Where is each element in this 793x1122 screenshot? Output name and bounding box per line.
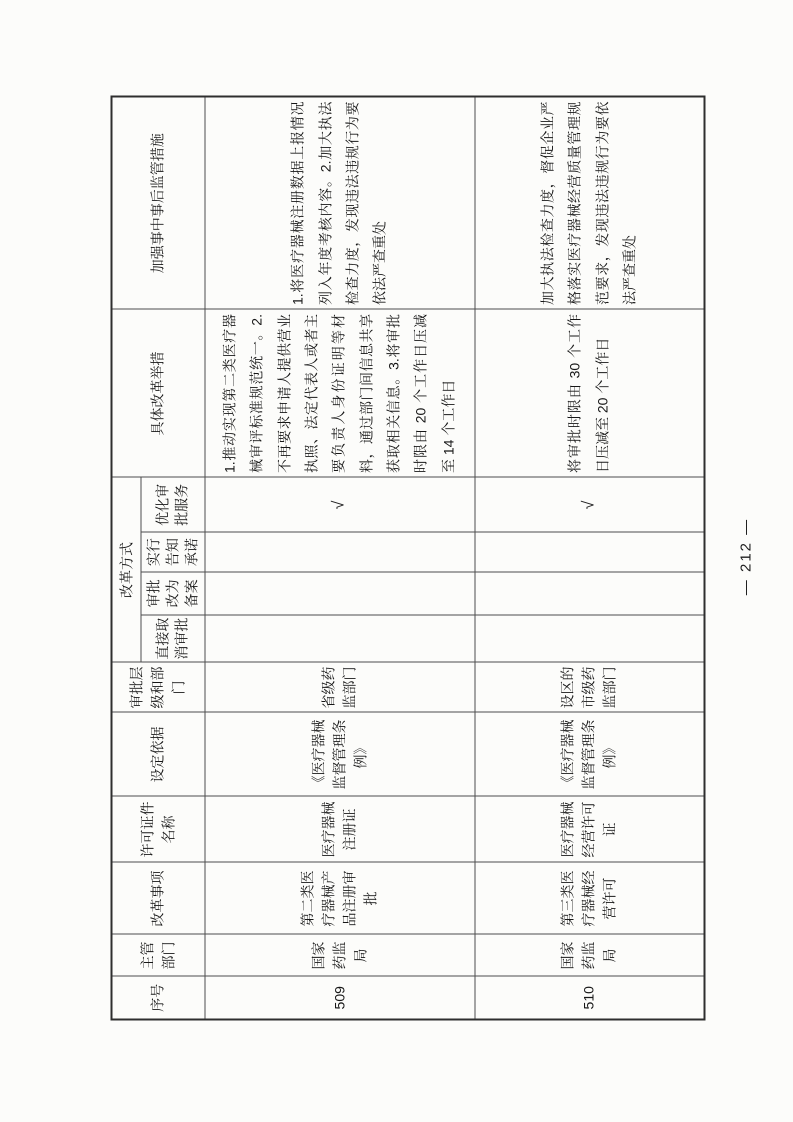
cell-dept: 国家药监局 — [474, 934, 704, 976]
header-reform-mode-group — [111, 477, 204, 662]
cell-mode-cancel — [204, 615, 474, 662]
cell-mode-optimize-checkmark: √ — [474, 477, 704, 532]
header-item: 改革事项 — [111, 862, 204, 934]
cell-measures: 1.推动实现第二类医疗器械审评标准规范统一。2.不再要求申请人提供营业执照、法定代表人或者主要负责人身份证明等材料，通过部门间信息共享获取相关信息。3.将审批时限由 20 个工作日压减至 14 个工作日 — [204, 309, 474, 477]
header-mode-promise: 实行告知承诺 — [141, 532, 204, 572]
table-header-row — [111, 96, 204, 1019]
cell-mode-optimize-checkmark: √ — [204, 477, 474, 532]
header-basis: 设定依据 — [111, 712, 204, 796]
cell-mode-record — [474, 572, 704, 615]
header-level: 审批层级和部门 — [111, 662, 204, 712]
header-mode-optimize: 优化审批服务 — [141, 478, 204, 533]
reform-mode-group-inner — [112, 478, 204, 662]
cell-item: 第二类医疗器械产品注册审批 — [204, 862, 474, 934]
table-row — [474, 96, 704, 1019]
cell-mode-record — [204, 572, 474, 615]
cell-seq: 509 — [204, 976, 474, 1019]
cell-license: 医疗器械经营许可证 — [474, 796, 704, 862]
cell-measures: 将审批时限由 30 个工作日压减至 20 个工作日 — [474, 309, 704, 477]
cell-basis: 《医疗器械监督管理条例》 — [474, 712, 704, 796]
table-row — [204, 96, 474, 1019]
header-reform-mode: 改革方式 — [112, 478, 141, 662]
cell-item: 第三类医疗器械经营许可 — [474, 862, 704, 934]
header-measures: 具体改革举措 — [111, 309, 204, 477]
reform-mode-subheaders — [141, 478, 204, 662]
cell-mode-promise — [474, 532, 704, 572]
header-mode-record: 审批改为备案 — [141, 572, 204, 615]
reform-table — [110, 95, 705, 1020]
cell-supervision: 1.将医疗器械注册数据上报情况列入年度考核内容。2.加大执法检查力度，发现违法违规行为要依法严查重处 — [204, 96, 474, 309]
page-number: — 212 — — [737, 517, 754, 595]
cell-mode-cancel — [474, 615, 704, 662]
cell-mode-promise — [204, 532, 474, 572]
cell-basis: 《医疗器械监督管理条例》 — [204, 712, 474, 796]
cell-level: 省级药监部门 — [204, 662, 474, 712]
cell-license: 医疗器械注册证 — [204, 796, 474, 862]
header-supervision: 加强事中事后监管措施 — [111, 96, 204, 309]
cell-supervision: 加大执法检查力度，督促企业严格落实医疗器械经营质量管理规范要求，发现违法违规行为要依法严查重处 — [474, 96, 704, 309]
header-mode-cancel: 直接取消审批 — [154, 617, 190, 660]
header-seq: 序号 — [111, 976, 204, 1019]
header-dept: 主管部门 — [111, 934, 204, 976]
cell-level: 设区的市级药监部门 — [474, 662, 704, 712]
cell-dept: 国家药监局 — [204, 934, 474, 976]
cell-seq: 510 — [474, 976, 704, 1019]
header-license: 许可证件名称 — [111, 796, 204, 862]
